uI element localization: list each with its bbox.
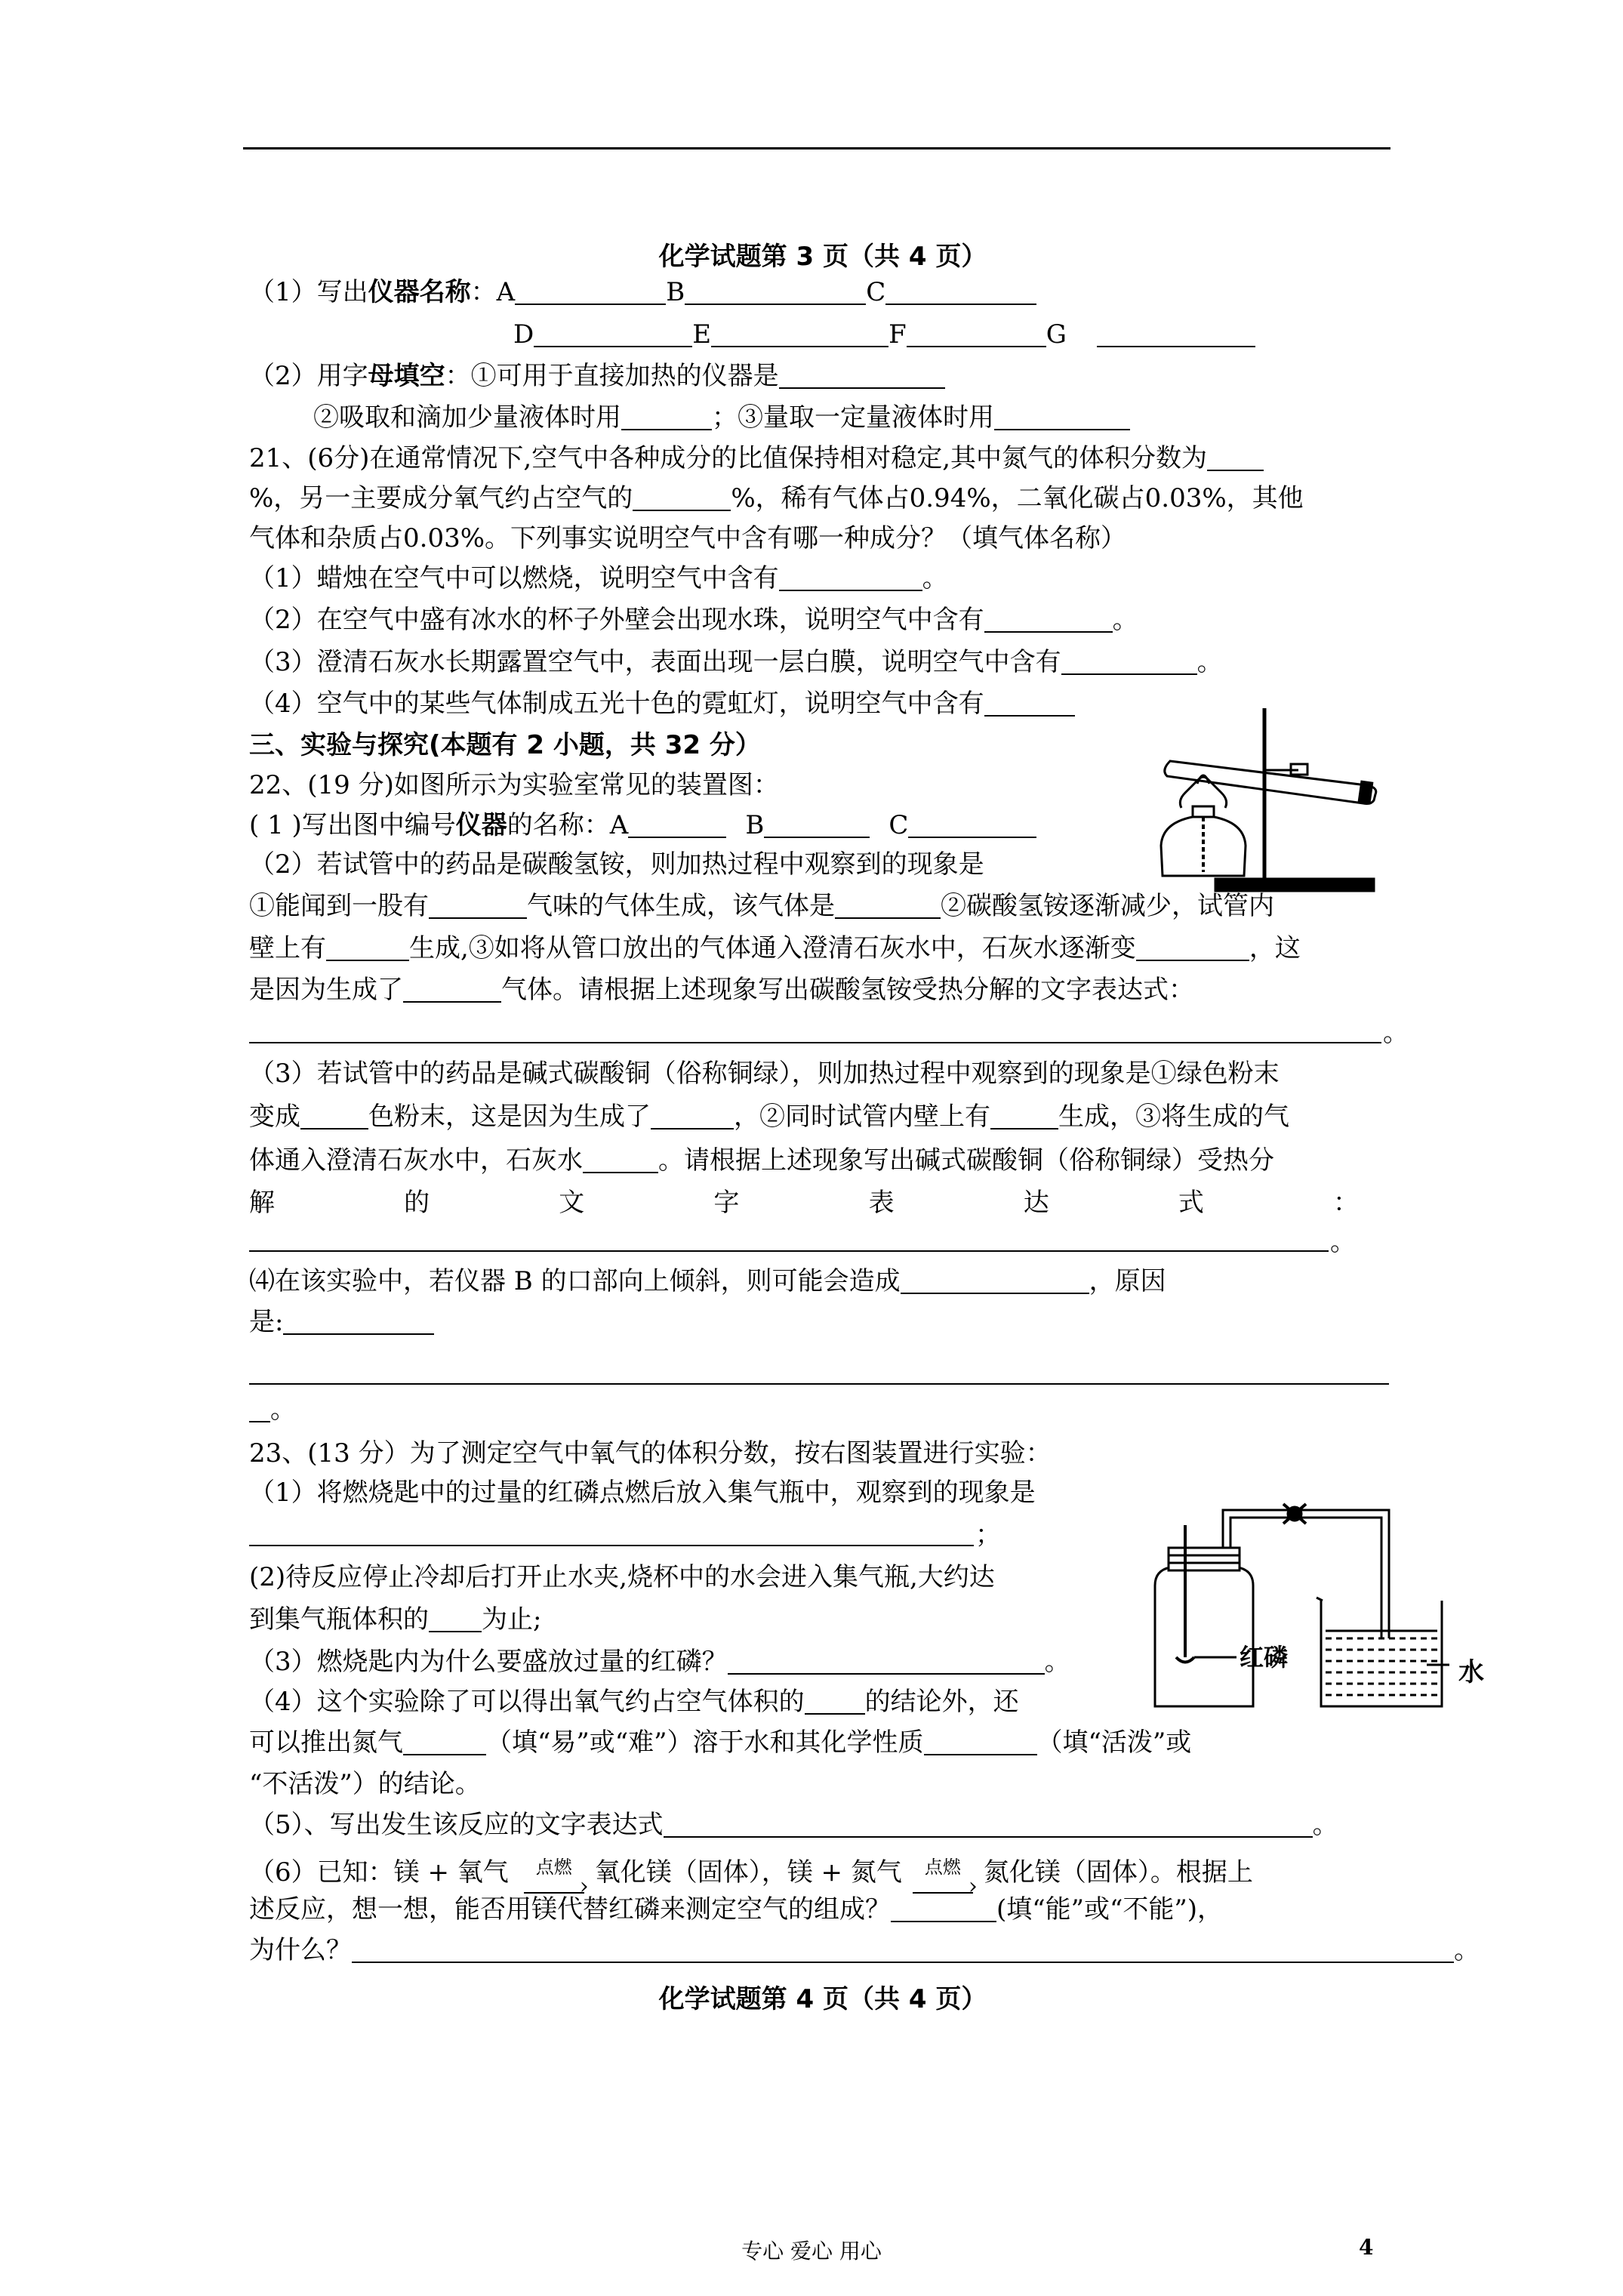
oxygen-measurement-figure [1132,1495,1449,1721]
q23-line12: 述反应，想一想，能否用镁代替红磷来测定空气的组成？ (填“能”或“不能”)， [249,1894,1224,1925]
q21-item3: （3）澄清石灰水长期露置空气中，表面出现一层白膜，说明空气中含有 。 [249,647,1223,677]
q22-period-1: 。 [1383,1018,1409,1048]
q21-item2: （2）在空气中盛有冰水的杯子外壁会出现水珠，说明空气中含有 。 [249,605,1138,635]
footer-motto: 专心 爱心 用心 [741,2239,882,2264]
q23-line9: “不活泼”）的结论。 [249,1769,481,1799]
ignite-arrow-1: › 点燃 [524,1848,584,1886]
q22-line14: 是: [249,1303,1419,1341]
q21-line1: 21、(6分)在通常情况下,空气中各种成分的比值保持相对稳定,其中氮气的体积分数为 [249,439,1419,477]
q22-line16: 。 [249,1391,1419,1428]
q23-line2: （1）将燃烧匙中的过量的红磷点燃后放入集气瓶中，观察到的现象是 [249,1478,1036,1508]
q22-line9: 变成 色粉末，这是因为生成了 ，②同时试管内壁上有 生成，③将生成的气 [249,1102,1289,1132]
q23-line13: 为什么？ 。 [249,1935,1480,1965]
q22-line5: 壁上有 生成,③如将从管口放出的气体通入澄清石灰水中，石灰水逐渐变 ，这 [249,933,1301,963]
q21-item1: （1）蜡烛在空气中可以燃烧，说明空气中含有 。 [249,563,948,593]
page-number: 4 [1359,2235,1374,2260]
q21-line2: %，另一主要成分氧气约占空气的 %，稀有气体占0.94%，二氧化碳占0.03%，其他 [249,483,1304,513]
q22-line3: （2）若试管中的药品是碳酸氢铵，则加热过程中观察到的现象是 [249,849,984,880]
q22-line13: ⑷在该实验中，若仪器 B 的口部向上倾斜，则可能会造成 ，原因 [249,1266,1166,1296]
label-water: 水 [1458,1657,1484,1687]
q20-line1: （1）写出仪器名称：A B C [249,273,1419,311]
q22-line6: 是因为生成了 气体。请根据上述现象写出碳酸氢铵受热分解的文字表达式： [249,975,1194,1005]
q22-period-2: 。 [1330,1227,1356,1257]
label-red-phosphorus: 红磷 [1240,1643,1289,1672]
q22-line8: （3）若试管中的药品是碱式碳酸铜（俗称铜绿），则加热过程中观察到的现象是①绿色粉末 [249,1059,1280,1089]
q23-line8: 可以推出氮气 （填“易”或“难”）溶于水和其化学性质 （填“活泼”或 [249,1727,1192,1758]
q23-semicolon: ； [975,1520,1001,1550]
ignite-arrow-2: › 点燃 [913,1848,973,1886]
q23-line1: 23、(13 分）为了测定空气中氧气的体积分数，按右图装置进行实验： [249,1438,1052,1469]
q22-line11: 解 的 文 字 表 达 式 ： [249,1188,1359,1218]
q22-line1: 22、(19 分)如图所示为实验室常见的装置图： [249,770,779,800]
q22-answer-line-3 [249,1383,1389,1385]
q23-line6: （3）燃烧匙内为什么要盛放过量的红磷？ 。 [249,1647,1070,1677]
q23-line5: 到集气瓶体积的 为止; [249,1604,542,1635]
q22-line10: 体通入澄清石灰水中，石灰水 。请根据上述现象写出碱式碳酸铜（俗称铜绿）受热分 [249,1145,1274,1176]
q23-line7: （4）这个实验除了可以得出氧气约占空气体积的 的结论外，还 [249,1687,1019,1717]
q21-line3: 气体和杂质占0.03%。下列事实说明空气中含有哪一种成分？（填气体名称） [249,523,1127,553]
q22-line2: ( 1 )写出图中编号仪器的名称：A B C [249,806,1419,844]
section-3-heading: 三、实验与探究(本题有 2 小题，共 32 分） [249,730,761,760]
page-title-4: 化学试题第 4 页（共 4 页） [658,1984,987,2014]
q23-line4: (2)待反应停止冷却后打开止水夹,烧杯中的水会进入集气瓶,大约达 [249,1562,995,1592]
q20-line3: （2）用字母填空：①可用于直接加热的仪器是 [249,357,1419,395]
q22-answer-line-1 [249,1042,1381,1043]
q23-line10: （5）、写出发生该反应的文字表达式 。 [249,1810,1338,1840]
header-rule [243,147,1390,149]
q23-answer-line-1 [249,1545,974,1546]
q21-item4: （4）空气中的某些气体制成五光十色的霓虹灯，说明空气中含有 [249,685,1419,723]
q23-line11: （6）已知：镁 + 氧气› 点燃 氧化镁（固体），镁 + 氮气› 点燃 氮化镁（固体）。根据上 [249,1848,1419,1891]
q20-line2: D E F G [513,316,1623,353]
page-title-3: 化学试题第 3 页（共 4 页） [658,242,987,272]
q22-line4: ①能闻到一股有 气味的气体生成，该气体是 ②碳酸氢铵逐渐减少，试管内 [249,891,1274,921]
heating-apparatus-figure [1140,695,1412,898]
q20-line4: ②吸取和滴加少量液体时用 ；③量取一定量液体时用 [313,399,1483,436]
q22-answer-line-2 [249,1250,1329,1252]
